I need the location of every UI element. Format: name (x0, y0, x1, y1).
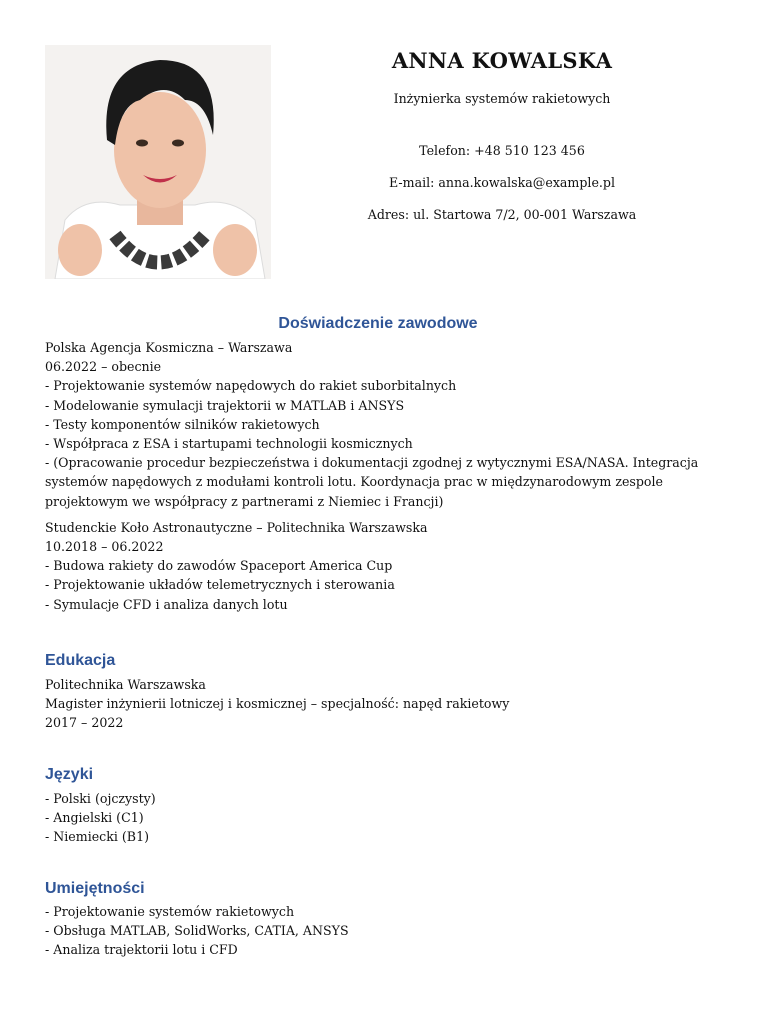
job-company: Polska Agencja Kosmiczna – Warszawa (45, 340, 293, 355)
education-years: 2017 – 2022 (45, 715, 124, 731)
job-item: - Projektowanie systemów napędowych do rakiet suborbitalnych (45, 378, 457, 394)
languages-section (45, 789, 725, 847)
job-title: Inżynierka systemów rakietowych (393, 91, 611, 106)
phone-text: Telefon: +48 510 123 456 (419, 143, 585, 158)
job-item: - Modelowanie symulacji trajektorii w MATLAB i ANSYS (45, 397, 405, 413)
job-item: - Symulacje CFD i analiza danych lotu (45, 596, 288, 612)
experience-section (45, 338, 725, 614)
job-dates: 10.2018 – 06.2022 (45, 539, 164, 555)
skill-item: - Obsługa MATLAB, SolidWorks, CATIA, ANSYS (45, 923, 349, 939)
job-company: Studenckie Koło Astronautyczne – Politechnika Warszawska (45, 519, 428, 535)
languages-heading: Języki (45, 766, 94, 783)
job-item: - Projektowanie układów telemetrycznych i sterowania (45, 577, 395, 593)
person-name: ANNA KOWALSKA (391, 48, 613, 73)
job-item: - (Opracowanie procedur bezpieczeństwa i dokumentacji zgodnej z wytycznymi ESA/NASA. Integracja systemów napędowych z modułami kontroli lotu. Koordynacja prac w międzynarodowym zespole projektowym we współpracy z partnerami z Niemiec i Francji) (45, 455, 699, 509)
experience-heading: Doświadczenie zawodowe (278, 315, 478, 332)
language-item: - Polski (ojczysty) (45, 791, 156, 806)
education-section (45, 675, 725, 733)
address-text: Adres: ul. Startowa 7/2, 00-001 Warszawa (367, 207, 637, 222)
job-entry (45, 518, 725, 614)
job-item: - Testy komponentów silników rakietowych (45, 416, 320, 432)
language-item: - Angielski (C1) (45, 810, 144, 826)
education-heading: Edukacja (45, 652, 116, 669)
job-entry (45, 338, 725, 511)
skills-section (45, 902, 725, 960)
job-dates: 06.2022 – obecnie (45, 359, 162, 375)
email-text: E-mail: anna.kowalska@example.pl (388, 175, 616, 190)
skills-heading: Umiejętności (45, 880, 145, 897)
skill-item: - Projektowanie systemów rakietowych (45, 904, 295, 919)
portrait-image (45, 45, 271, 279)
job-item: - Współpraca z ESA i startupami technologii kosmicznych (45, 436, 413, 452)
skill-item: - Analiza trajektorii lotu i CFD (45, 942, 238, 958)
education-degree: Magister inżynierii lotniczej i kosmicznej – specjalność: napęd rakietowy (45, 696, 510, 712)
education-school: Politechnika Warszawska (45, 677, 206, 692)
profile-photo (45, 45, 271, 279)
language-item: - Niemiecki (B1) (45, 829, 149, 845)
job-item: - Budowa rakiety do zawodów Spaceport America Cup (45, 558, 393, 574)
